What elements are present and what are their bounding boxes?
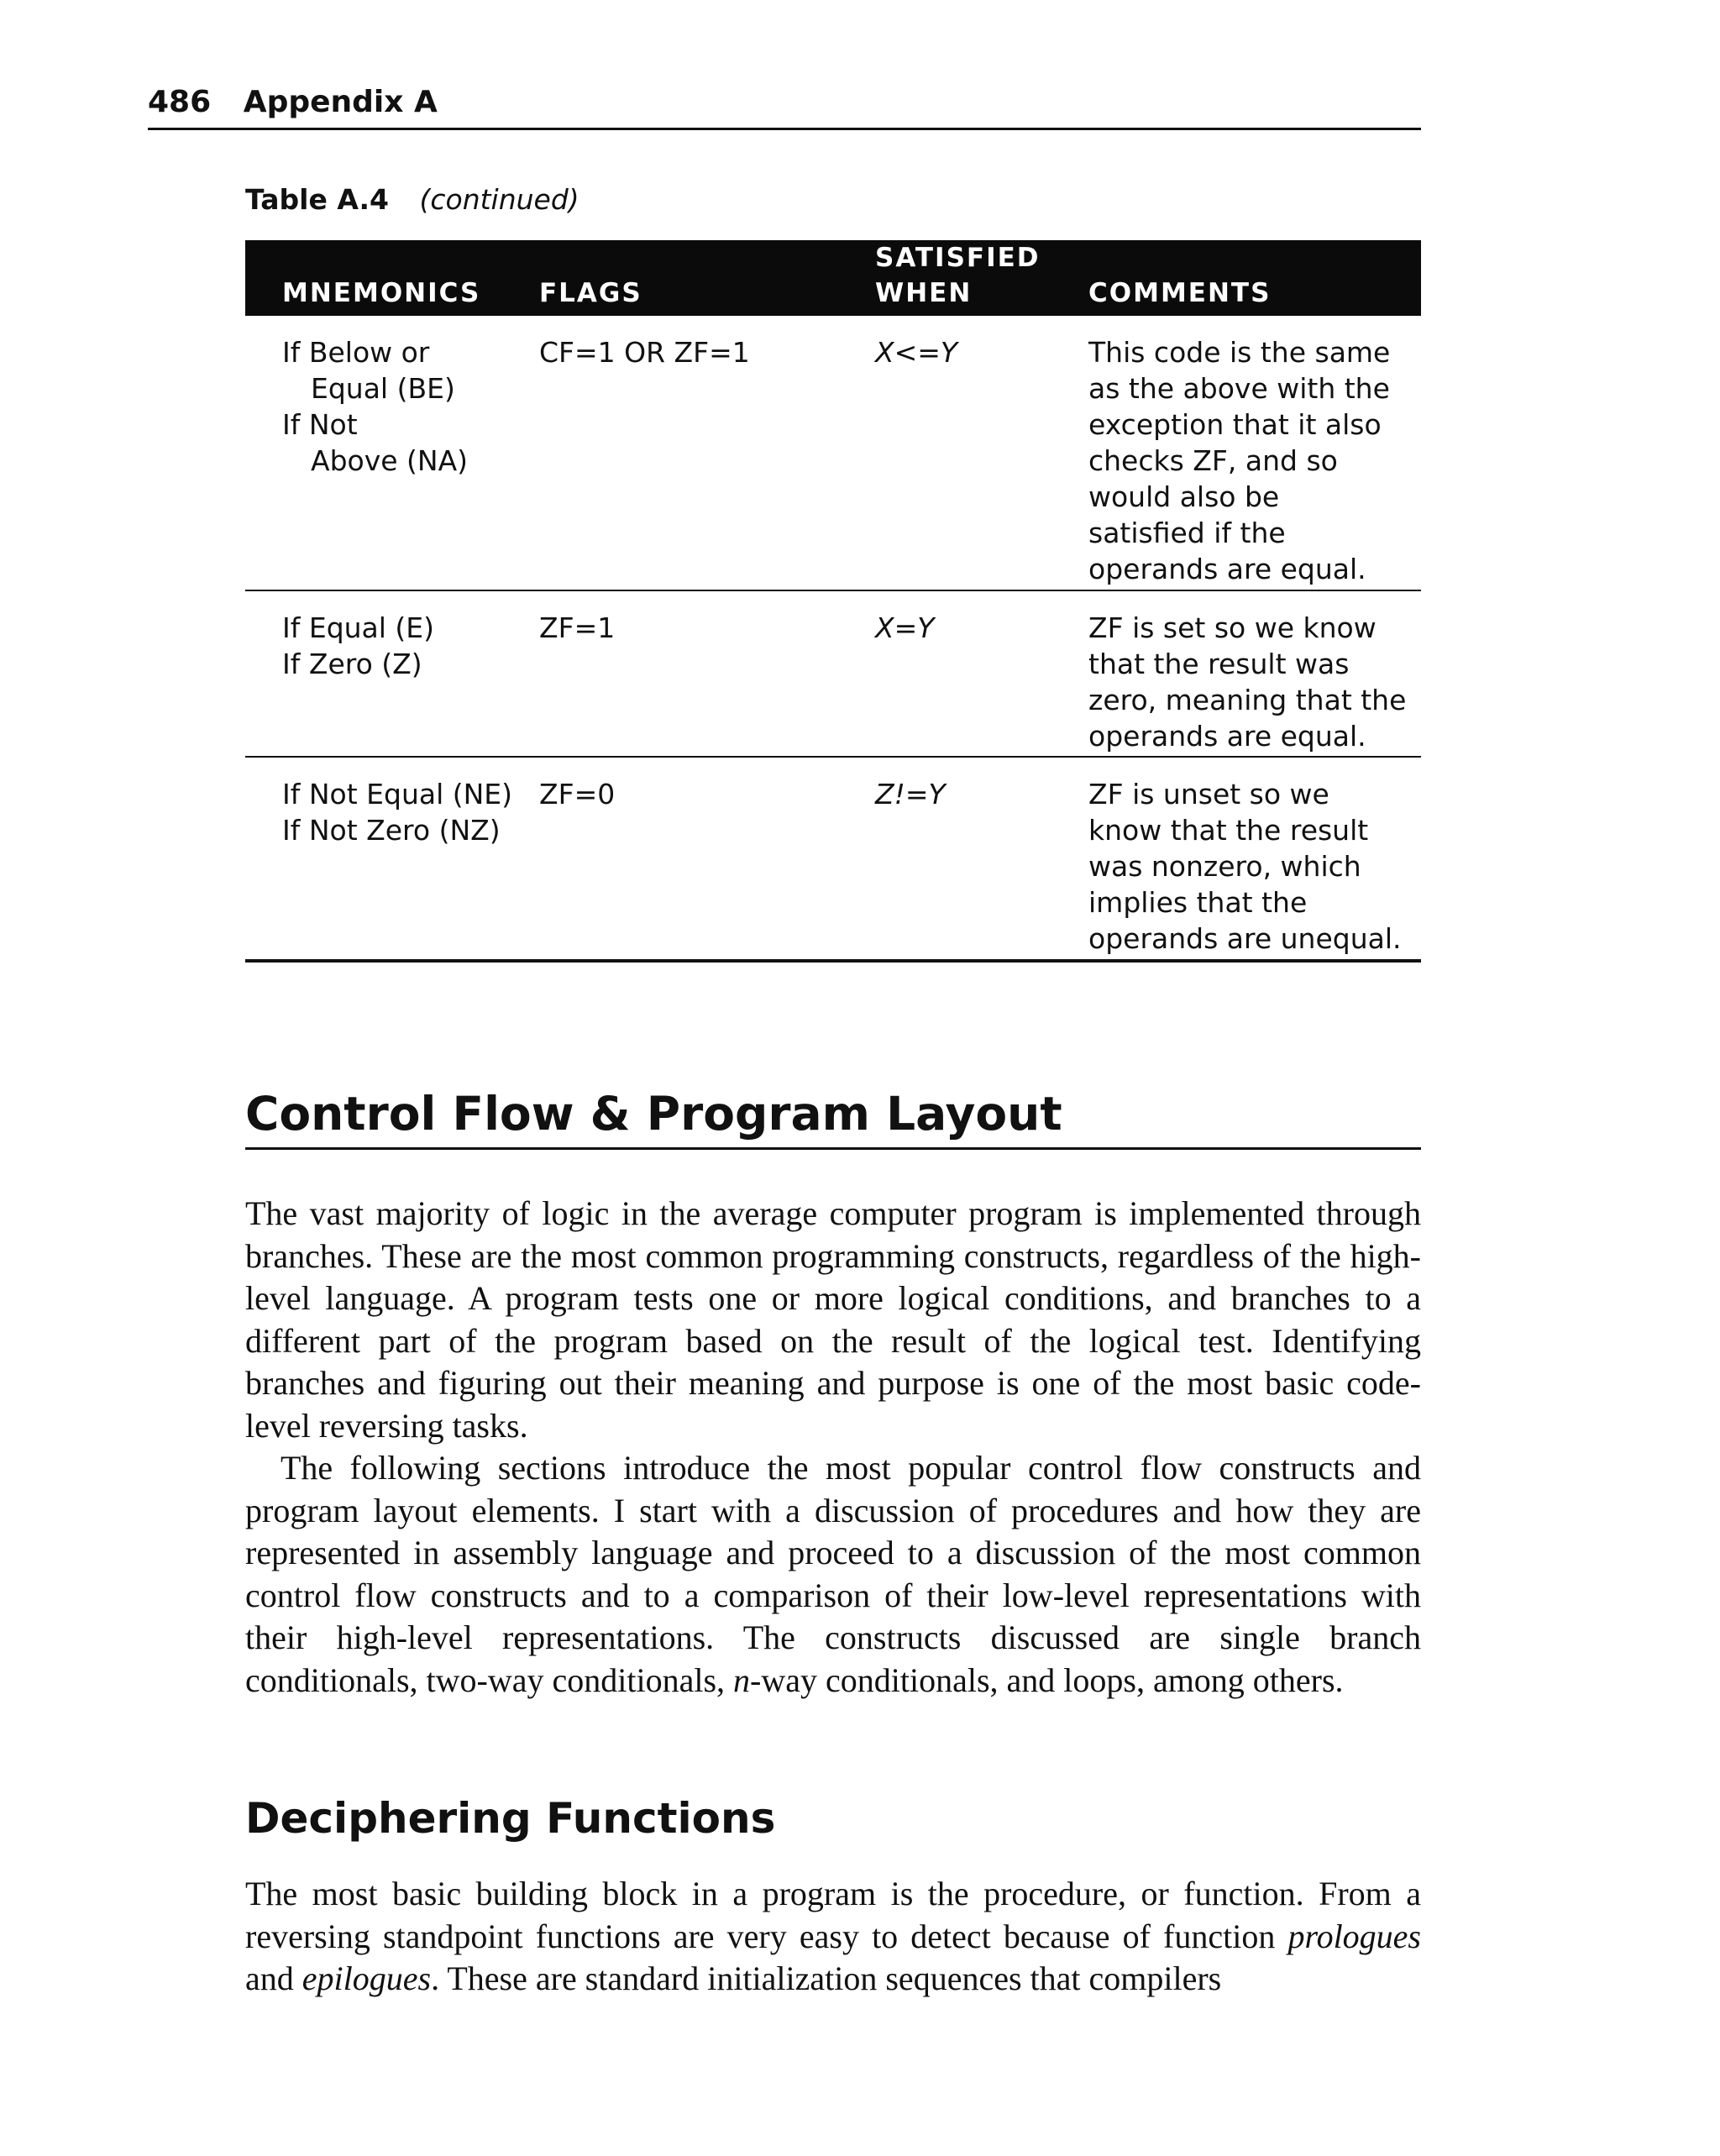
table-caption <box>245 183 579 216</box>
paragraph <box>245 1873 1421 2001</box>
comment-line: satisfied if the <box>1088 517 1286 549</box>
mnemonic-line: Equal (BE) <box>311 372 455 405</box>
text-run: The following sections introduce the most popular control flow constructs and program layout elements. I start with a discussion of procedures and how they are represented in assembly language and proceed to a discussion of the most common control flow constructs and to a comparison of their low-level representations with their high-level representations. The constructs discussed are single branch conditionals, two-way conditionals, <box>245 1449 1421 1699</box>
comment-line: operands are equal. <box>1088 553 1366 585</box>
paragraph: The vast majority of logic in the average computer program is implemented through branches. These are the most common programming constructs, regardless of the high-level language. A program tests one or more logical conditions, and branches to a different part of the program based on the result of the logical test. Identifying branches and figuring out their meaning and purpose is one of the most basic code-level reversing tasks. <box>245 1194 1421 1445</box>
text-run: . These are standard initialization sequences that compilers <box>431 1959 1222 1997</box>
comment-line: as the above with the <box>1088 372 1390 405</box>
cell-comments <box>1088 334 1421 587</box>
paragraph <box>245 1447 1421 1702</box>
cell-flags: ZF=1 <box>539 611 616 644</box>
cell-satisfied-when: X<=Y <box>875 336 958 369</box>
comment-line: exception that it also <box>1088 408 1382 441</box>
table-row <box>245 758 1421 963</box>
comment-line: operands are equal. <box>1088 720 1366 753</box>
column-header-mnemonics: MNEMONICS <box>282 278 481 308</box>
mnemonic-line: If Zero (Z) <box>282 648 422 680</box>
text-run: The most basic building block in a program is the procedure, or function. From a reversing standpoint functions are very easy to detect because of function <box>245 1875 1421 1955</box>
column-header-flags: FLAGS <box>539 278 642 308</box>
table-row <box>245 591 1421 758</box>
italic-text: prologues <box>1287 1917 1421 1955</box>
cell-satisfied-when: X=Y <box>875 611 935 644</box>
column-header-comments: COMMENTS <box>1088 278 1272 308</box>
comment-line: checks ZF, and so <box>1088 444 1338 477</box>
table-caption-label: Table A.4 <box>245 183 389 216</box>
comment-line: implies that the <box>1088 886 1308 919</box>
italic-text: epilogues <box>302 1959 432 1997</box>
comment-line: ZF is unset so we <box>1088 778 1329 810</box>
table-header <box>245 240 1421 316</box>
cell-comments <box>1088 610 1421 754</box>
comment-line: operands are unequal. <box>1088 922 1402 955</box>
cell-comments <box>1088 776 1421 957</box>
running-section-title: Appendix A <box>243 85 438 119</box>
section-heading: Control Flow & Program Layout <box>245 1080 1421 1150</box>
running-header <box>148 77 1421 130</box>
cell-mnemonics <box>282 776 534 848</box>
comment-line: ZF is set so we know <box>1088 611 1377 644</box>
cell-flags: ZF=0 <box>539 778 616 810</box>
cell-flags: CF=1 OR ZF=1 <box>539 336 750 369</box>
conditional-codes-table <box>245 240 1421 963</box>
cell-satisfied-when: Z!=Y <box>875 778 946 810</box>
comment-line: know that the result <box>1088 814 1369 847</box>
comment-line: was nonzero, which <box>1088 850 1361 883</box>
cell-mnemonics <box>282 334 534 479</box>
mnemonic-line: If Below or <box>282 336 430 369</box>
subsection-heading: Deciphering Functions <box>245 1794 776 1843</box>
mnemonic-line: If Not Equal (NE) <box>282 778 513 810</box>
mnemonic-line: If Equal (E) <box>282 611 435 644</box>
mnemonic-line: If Not <box>282 408 358 441</box>
column-header-satisfied-line1: SATISFIED <box>875 243 1041 273</box>
italic-text: n <box>733 1660 751 1699</box>
page-number: 486 <box>148 85 212 119</box>
comment-line: would also be <box>1088 480 1280 513</box>
comment-line: This code is the same <box>1088 336 1391 369</box>
text-run: -way conditionals, and loops, among others. <box>750 1660 1344 1699</box>
text-run: and <box>245 1959 302 1997</box>
column-header-satisfied-when <box>875 240 1041 311</box>
column-header-satisfied-line2: WHEN <box>875 278 973 308</box>
mnemonic-line: Above (NA) <box>311 444 469 477</box>
table-caption-note: (continued) <box>419 183 579 216</box>
comment-line: zero, meaning that the <box>1088 684 1407 716</box>
cell-mnemonics <box>282 610 534 682</box>
table-row <box>245 316 1421 591</box>
comment-line: that the result was <box>1088 648 1350 680</box>
mnemonic-line: If Not Zero (NZ) <box>282 814 501 847</box>
